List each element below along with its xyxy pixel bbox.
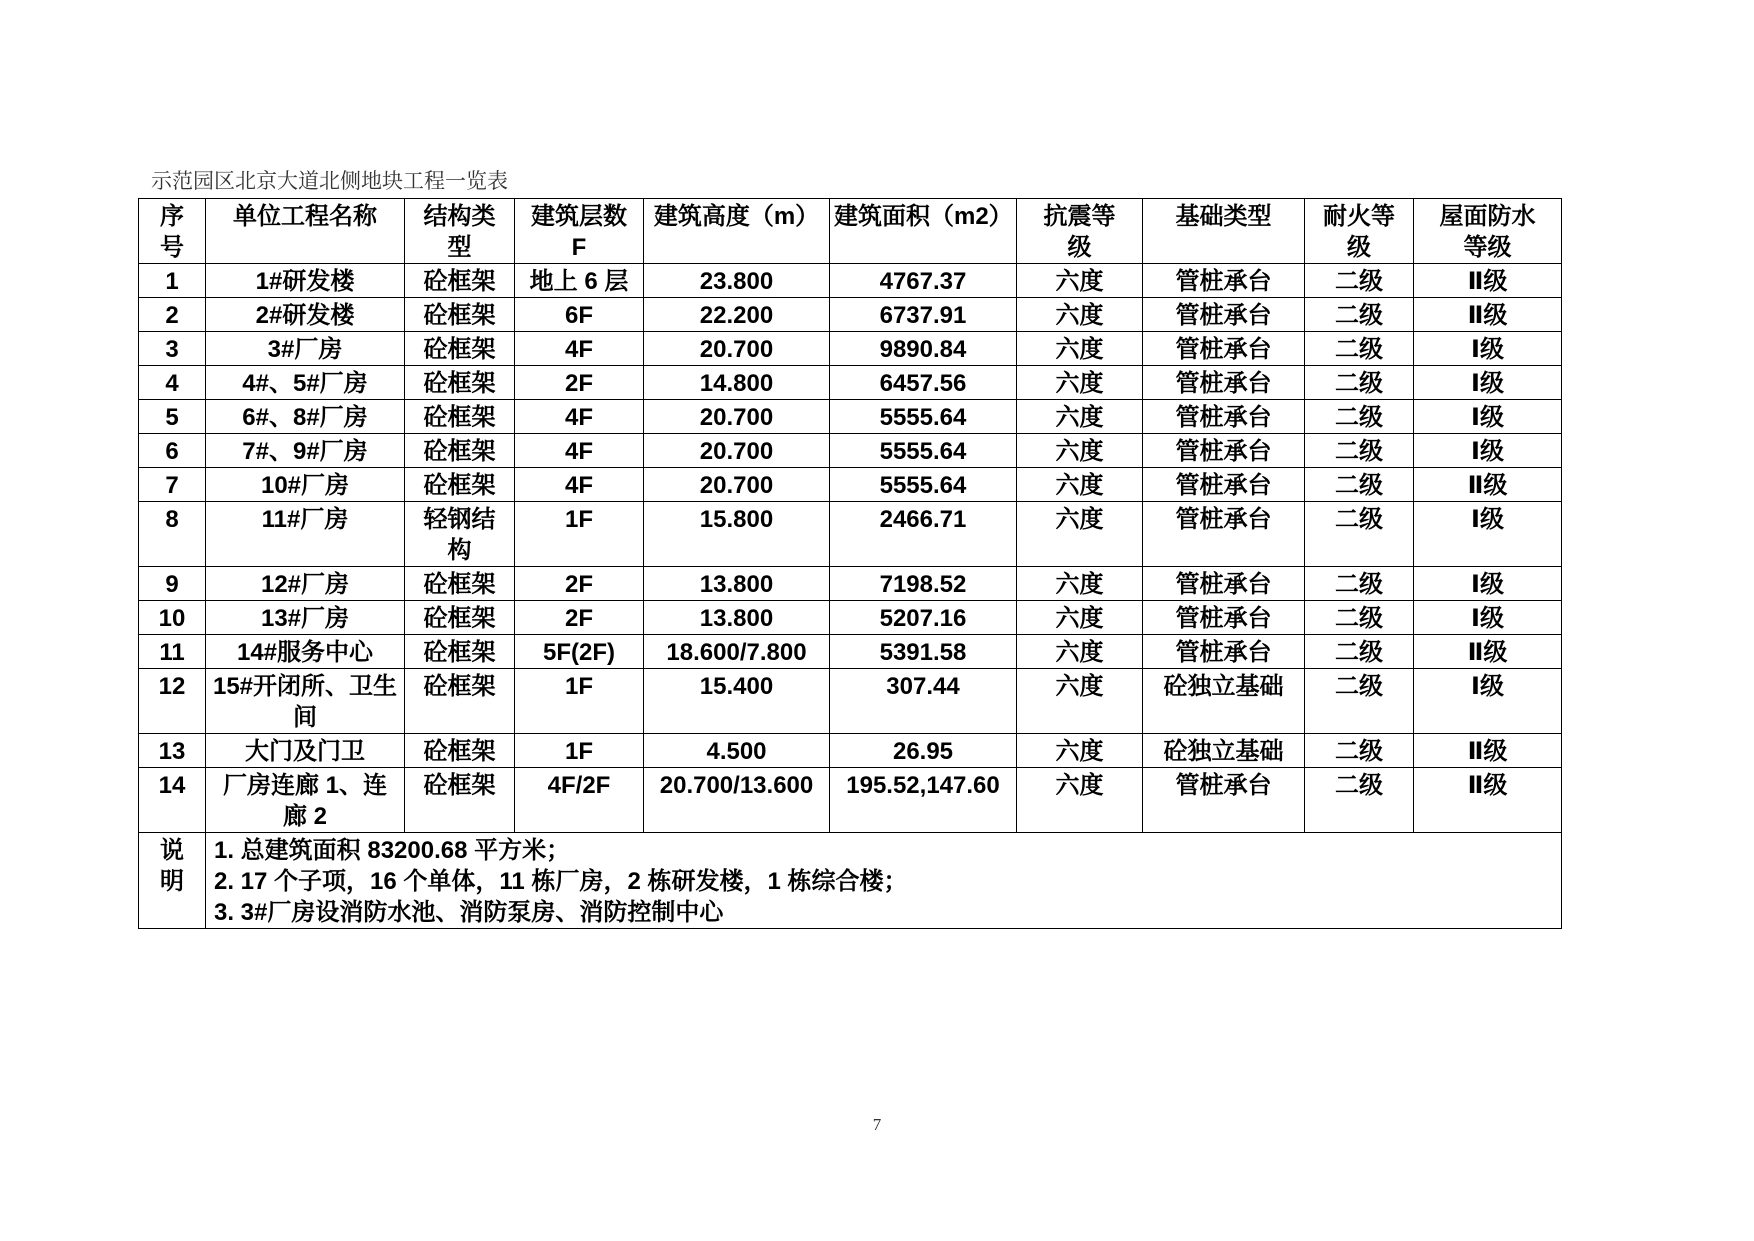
- column-header-fire-resistance-grade: 耐火等级: [1305, 199, 1414, 264]
- cell-floor-count: 2F: [515, 567, 644, 601]
- table-row: [139, 567, 1562, 601]
- cell-foundation-type: 管桩承台: [1143, 434, 1305, 468]
- cell-building-height: 20.700: [644, 468, 830, 502]
- column-header-seq: 序号: [139, 199, 206, 264]
- cell-fire-resistance-grade: 二级: [1305, 734, 1414, 768]
- cell-fire-resistance-grade: 二级: [1305, 635, 1414, 669]
- cell-foundation-type: 砼独立基础: [1143, 734, 1305, 768]
- cell-roof-waterproof-grade: Ⅱ级: [1414, 468, 1562, 502]
- cell-roof-waterproof-grade: Ⅰ级: [1414, 502, 1562, 567]
- cell-foundation-type: 砼独立基础: [1143, 669, 1305, 734]
- cell-foundation-type: 管桩承台: [1143, 366, 1305, 400]
- cell-building-area: 7198.52: [830, 567, 1017, 601]
- cell-building-area: 5555.64: [830, 468, 1017, 502]
- cell-fire-resistance-grade: 二级: [1305, 434, 1414, 468]
- cell-foundation-type: 管桩承台: [1143, 768, 1305, 833]
- cell-unit-name: 12#厂房: [206, 567, 405, 601]
- cell-foundation-type: 管桩承台: [1143, 601, 1305, 635]
- notes-label: 说明: [139, 833, 206, 929]
- cell-building-height: 13.800: [644, 601, 830, 635]
- cell-seismic-grade: 六度: [1017, 434, 1143, 468]
- note-item: 3. 3#厂房设消防水池、消防泵房、消防控制中心: [214, 899, 724, 926]
- cell-structure-type: 砼框架: [405, 434, 515, 468]
- cell-seq: 12: [139, 669, 206, 734]
- cell-seismic-grade: 六度: [1017, 400, 1143, 434]
- cell-unit-name: 7#、9#厂房: [206, 434, 405, 468]
- cell-structure-type: 砼框架: [405, 768, 515, 833]
- note-item: 1. 总建筑面积 83200.68 平方米；: [214, 837, 571, 864]
- cell-building-height: 4.500: [644, 734, 830, 768]
- cell-structure-type: 砼框架: [405, 669, 515, 734]
- cell-fire-resistance-grade: 二级: [1305, 400, 1414, 434]
- table-row: [139, 768, 1562, 833]
- cell-seq: 2: [139, 298, 206, 332]
- table-row: [139, 298, 1562, 332]
- cell-building-height: 20.700: [644, 332, 830, 366]
- column-header-foundation-type: 基础类型: [1143, 199, 1305, 264]
- cell-seq: 13: [139, 734, 206, 768]
- cell-unit-name: 11#厂房: [206, 502, 405, 567]
- cell-building-height: 20.700: [644, 434, 830, 468]
- cell-fire-resistance-grade: 二级: [1305, 264, 1414, 298]
- cell-unit-name: 14#服务中心: [206, 635, 405, 669]
- table-row: [139, 635, 1562, 669]
- cell-seismic-grade: 六度: [1017, 502, 1143, 567]
- cell-roof-waterproof-grade: Ⅰ级: [1414, 332, 1562, 366]
- cell-structure-type: 砼框架: [405, 366, 515, 400]
- cell-building-area: 195.52,147.60: [830, 768, 1017, 833]
- cell-unit-name: 3#厂房: [206, 332, 405, 366]
- column-header-seismic-grade: 抗震等级: [1017, 199, 1143, 264]
- cell-floor-count: 6F: [515, 298, 644, 332]
- cell-floor-count: 4F: [515, 400, 644, 434]
- cell-seq: 9: [139, 567, 206, 601]
- notes-row: [139, 833, 1562, 929]
- column-header-building-height: 建筑高度（m）: [644, 199, 830, 264]
- cell-seq: 6: [139, 434, 206, 468]
- cell-seismic-grade: 六度: [1017, 669, 1143, 734]
- cell-structure-type: 砼框架: [405, 468, 515, 502]
- cell-unit-name: 4#、5#厂房: [206, 366, 405, 400]
- cell-unit-name: 厂房连廊 1、连廊 2: [206, 768, 405, 833]
- cell-building-area: 9890.84: [830, 332, 1017, 366]
- cell-seq: 5: [139, 400, 206, 434]
- cell-seismic-grade: 六度: [1017, 366, 1143, 400]
- cell-building-height: 14.800: [644, 366, 830, 400]
- cell-seq: 11: [139, 635, 206, 669]
- note-item: 2. 17 个子项，16 个单体，11 栋厂房，2 栋研发楼，1 栋综合楼；: [214, 868, 908, 895]
- cell-building-height: 15.800: [644, 502, 830, 567]
- cell-floor-count: 1F: [515, 734, 644, 768]
- cell-seq: 3: [139, 332, 206, 366]
- cell-building-area: 5391.58: [830, 635, 1017, 669]
- cell-floor-count: 4F/2F: [515, 768, 644, 833]
- cell-building-area: 5555.64: [830, 434, 1017, 468]
- cell-structure-type: 砼框架: [405, 400, 515, 434]
- cell-fire-resistance-grade: 二级: [1305, 468, 1414, 502]
- cell-floor-count: 4F: [515, 332, 644, 366]
- table-row: [139, 502, 1562, 567]
- cell-foundation-type: 管桩承台: [1143, 567, 1305, 601]
- cell-seismic-grade: 六度: [1017, 332, 1143, 366]
- table-row: [139, 264, 1562, 298]
- cell-seq: 8: [139, 502, 206, 567]
- cell-floor-count: 2F: [515, 366, 644, 400]
- cell-seismic-grade: 六度: [1017, 567, 1143, 601]
- cell-unit-name: 6#、8#厂房: [206, 400, 405, 434]
- cell-building-area: 6457.56: [830, 366, 1017, 400]
- cell-fire-resistance-grade: 二级: [1305, 669, 1414, 734]
- cell-floor-count: 2F: [515, 601, 644, 635]
- table-row: [139, 734, 1562, 768]
- cell-structure-type: 砼框架: [405, 601, 515, 635]
- cell-structure-type: 砼框架: [405, 264, 515, 298]
- cell-seismic-grade: 六度: [1017, 734, 1143, 768]
- cell-roof-waterproof-grade: Ⅰ级: [1414, 601, 1562, 635]
- cell-foundation-type: 管桩承台: [1143, 400, 1305, 434]
- column-header-building-area: 建筑面积（m2）: [830, 199, 1017, 264]
- column-header-structure-type: 结构类型: [405, 199, 515, 264]
- cell-fire-resistance-grade: 二级: [1305, 567, 1414, 601]
- cell-floor-count: 1F: [515, 502, 644, 567]
- cell-roof-waterproof-grade: Ⅱ级: [1414, 768, 1562, 833]
- cell-seismic-grade: 六度: [1017, 768, 1143, 833]
- cell-fire-resistance-grade: 二级: [1305, 601, 1414, 635]
- cell-roof-waterproof-grade: Ⅰ级: [1414, 400, 1562, 434]
- cell-unit-name: 2#研发楼: [206, 298, 405, 332]
- table-row: [139, 468, 1562, 502]
- cell-floor-count: 4F: [515, 434, 644, 468]
- cell-structure-type: 砼框架: [405, 298, 515, 332]
- cell-seq: 10: [139, 601, 206, 635]
- cell-seismic-grade: 六度: [1017, 635, 1143, 669]
- cell-structure-type: 砼框架: [405, 635, 515, 669]
- cell-building-height: 20.700/13.600: [644, 768, 830, 833]
- cell-seismic-grade: 六度: [1017, 468, 1143, 502]
- column-header-floor-count: 建筑层数F: [515, 199, 644, 264]
- table-row: [139, 669, 1562, 734]
- cell-unit-name: 13#厂房: [206, 601, 405, 635]
- cell-building-height: 13.800: [644, 567, 830, 601]
- cell-building-area: 2466.71: [830, 502, 1017, 567]
- cell-seismic-grade: 六度: [1017, 264, 1143, 298]
- table-body: [139, 264, 1562, 833]
- cell-building-height: 15.400: [644, 669, 830, 734]
- cell-fire-resistance-grade: 二级: [1305, 366, 1414, 400]
- cell-building-height: 20.700: [644, 400, 830, 434]
- cell-structure-type: 砼框架: [405, 734, 515, 768]
- table-row: [139, 434, 1562, 468]
- cell-roof-waterproof-grade: Ⅰ级: [1414, 434, 1562, 468]
- cell-seq: 4: [139, 366, 206, 400]
- cell-foundation-type: 管桩承台: [1143, 264, 1305, 298]
- cell-roof-waterproof-grade: Ⅱ级: [1414, 264, 1562, 298]
- project-summary-table: [138, 198, 1562, 929]
- column-header-roof-waterproof-grade: 屋面防水等级: [1414, 199, 1562, 264]
- cell-building-area: 6737.91: [830, 298, 1017, 332]
- cell-building-area: 307.44: [830, 669, 1017, 734]
- table-row: [139, 366, 1562, 400]
- cell-floor-count: 地上 6 层: [515, 264, 644, 298]
- cell-seismic-grade: 六度: [1017, 601, 1143, 635]
- cell-roof-waterproof-grade: Ⅱ级: [1414, 298, 1562, 332]
- column-header-unit-name: 单位工程名称: [206, 199, 405, 264]
- table-header-row: [139, 199, 1562, 264]
- notes-content: [206, 833, 1562, 929]
- cell-foundation-type: 管桩承台: [1143, 635, 1305, 669]
- cell-seismic-grade: 六度: [1017, 298, 1143, 332]
- cell-floor-count: 1F: [515, 669, 644, 734]
- cell-fire-resistance-grade: 二级: [1305, 332, 1414, 366]
- cell-roof-waterproof-grade: Ⅰ级: [1414, 366, 1562, 400]
- cell-seq: 14: [139, 768, 206, 833]
- notes-section: [139, 833, 1562, 929]
- cell-fire-resistance-grade: 二级: [1305, 502, 1414, 567]
- cell-unit-name: 15#开闭所、卫生间: [206, 669, 405, 734]
- cell-foundation-type: 管桩承台: [1143, 332, 1305, 366]
- cell-building-area: 5207.16: [830, 601, 1017, 635]
- cell-foundation-type: 管桩承台: [1143, 502, 1305, 567]
- cell-fire-resistance-grade: 二级: [1305, 768, 1414, 833]
- table-caption: 示范园区北京大道北侧地块工程一览表: [151, 169, 508, 193]
- page-number: 7: [872, 1115, 882, 1134]
- cell-building-height: 22.200: [644, 298, 830, 332]
- cell-roof-waterproof-grade: Ⅱ级: [1414, 734, 1562, 768]
- cell-building-height: 23.800: [644, 264, 830, 298]
- cell-unit-name: 10#厂房: [206, 468, 405, 502]
- cell-structure-type: 轻钢结构: [405, 502, 515, 567]
- cell-foundation-type: 管桩承台: [1143, 468, 1305, 502]
- cell-building-area: 4767.37: [830, 264, 1017, 298]
- cell-unit-name: 大门及门卫: [206, 734, 405, 768]
- cell-building-height: 18.600/7.800: [644, 635, 830, 669]
- cell-seq: 1: [139, 264, 206, 298]
- cell-roof-waterproof-grade: Ⅰ级: [1414, 567, 1562, 601]
- cell-structure-type: 砼框架: [405, 332, 515, 366]
- cell-foundation-type: 管桩承台: [1143, 298, 1305, 332]
- cell-building-area: 26.95: [830, 734, 1017, 768]
- cell-floor-count: 5F(2F): [515, 635, 644, 669]
- cell-structure-type: 砼框架: [405, 567, 515, 601]
- cell-roof-waterproof-grade: Ⅱ级: [1414, 635, 1562, 669]
- table-row: [139, 400, 1562, 434]
- cell-seq: 7: [139, 468, 206, 502]
- table-row: [139, 332, 1562, 366]
- cell-building-area: 5555.64: [830, 400, 1017, 434]
- cell-floor-count: 4F: [515, 468, 644, 502]
- table-row: [139, 601, 1562, 635]
- cell-unit-name: 1#研发楼: [206, 264, 405, 298]
- cell-roof-waterproof-grade: Ⅰ级: [1414, 669, 1562, 734]
- cell-fire-resistance-grade: 二级: [1305, 298, 1414, 332]
